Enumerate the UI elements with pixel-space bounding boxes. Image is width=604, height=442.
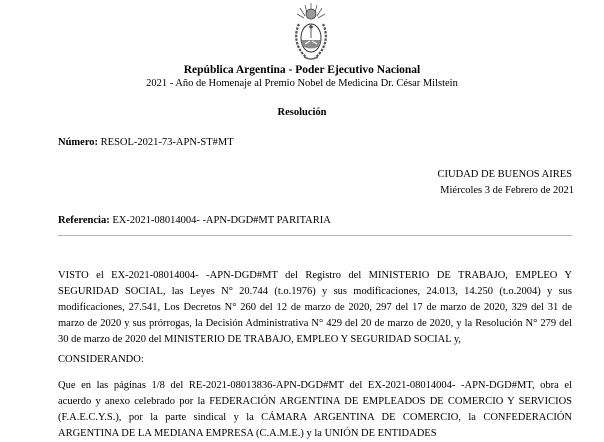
national-coat-of-arms-icon xyxy=(291,2,331,62)
issuer-title: República Argentina - Poder Ejecutivo Nacional xyxy=(183,64,421,76)
document-number-value: RESOL-2021-73-APN-ST#MT xyxy=(100,137,234,148)
visto-paragraph: VISTO el EX-2021-08014004- -APN-DGD#MT del Registro del MINISTERIO DE TRABAJO, EMPLEO Y SEGURIDAD SOCIAL, las Leyes N° 20.744 (t.o.1976) y sus modificaciones, 24.013, 14.250 (t.o.2004) y sus modificaciones, 27.541, Los Decretos N° 260 del 12 de marzo de 2020, 297 del 17 de marzo de 2020, 329 del 31 de marzo de 2020 y sus prórrogas, la Decisión Administrativa N° 429 del 20 de marzo de 2020, y la Resolución N° 279 del 30 de marzo de 2020 del MINISTERIO DE TRABAJO, EMPLEO Y SEGURIDAD SOCIAL y, xyxy=(58,270,572,345)
document-type: Resolución xyxy=(277,107,327,118)
header-divider xyxy=(58,235,572,236)
issue-date: Miércoles 3 de Febrero de 2021 xyxy=(440,185,574,196)
year-motto: 2021 - Año de Homenaje al Premio Nobel de Medicina Dr. César Milstein xyxy=(146,78,458,89)
issue-city: CIUDAD DE BUENOS AIRES xyxy=(437,169,572,180)
reference-value: EX-2021-08014004- -APN-DGD#MT PARITARIA xyxy=(112,215,331,226)
considerando-heading: CONSIDERANDO: xyxy=(58,354,144,365)
reference-label: Referencia: xyxy=(58,215,110,226)
document-number xyxy=(58,137,234,148)
reference xyxy=(58,215,331,226)
que-paragraph: Que en las páginas 1/8 del RE-2021-08013836-APN-DGD#MT del EX-2021-08014004- -APN-DGD#MT, obra el acuerdo y anexo celebrado por la FEDERACIÓN ARGENTINA DE EMPLEADOS DE COMERCIO Y SERVICIOS (F.A.E.C.Y.S.), por la parte sindical y la CÁMARA ARGENTINA DE COMERCIO, la CONFEDERACIÓN ARGENTINA DE LA MEDIANA EMPRESA (C.A.M.E.) y la UNIÓN DE ENTIDADES xyxy=(58,380,572,439)
document-number-label: Número: xyxy=(58,137,99,148)
